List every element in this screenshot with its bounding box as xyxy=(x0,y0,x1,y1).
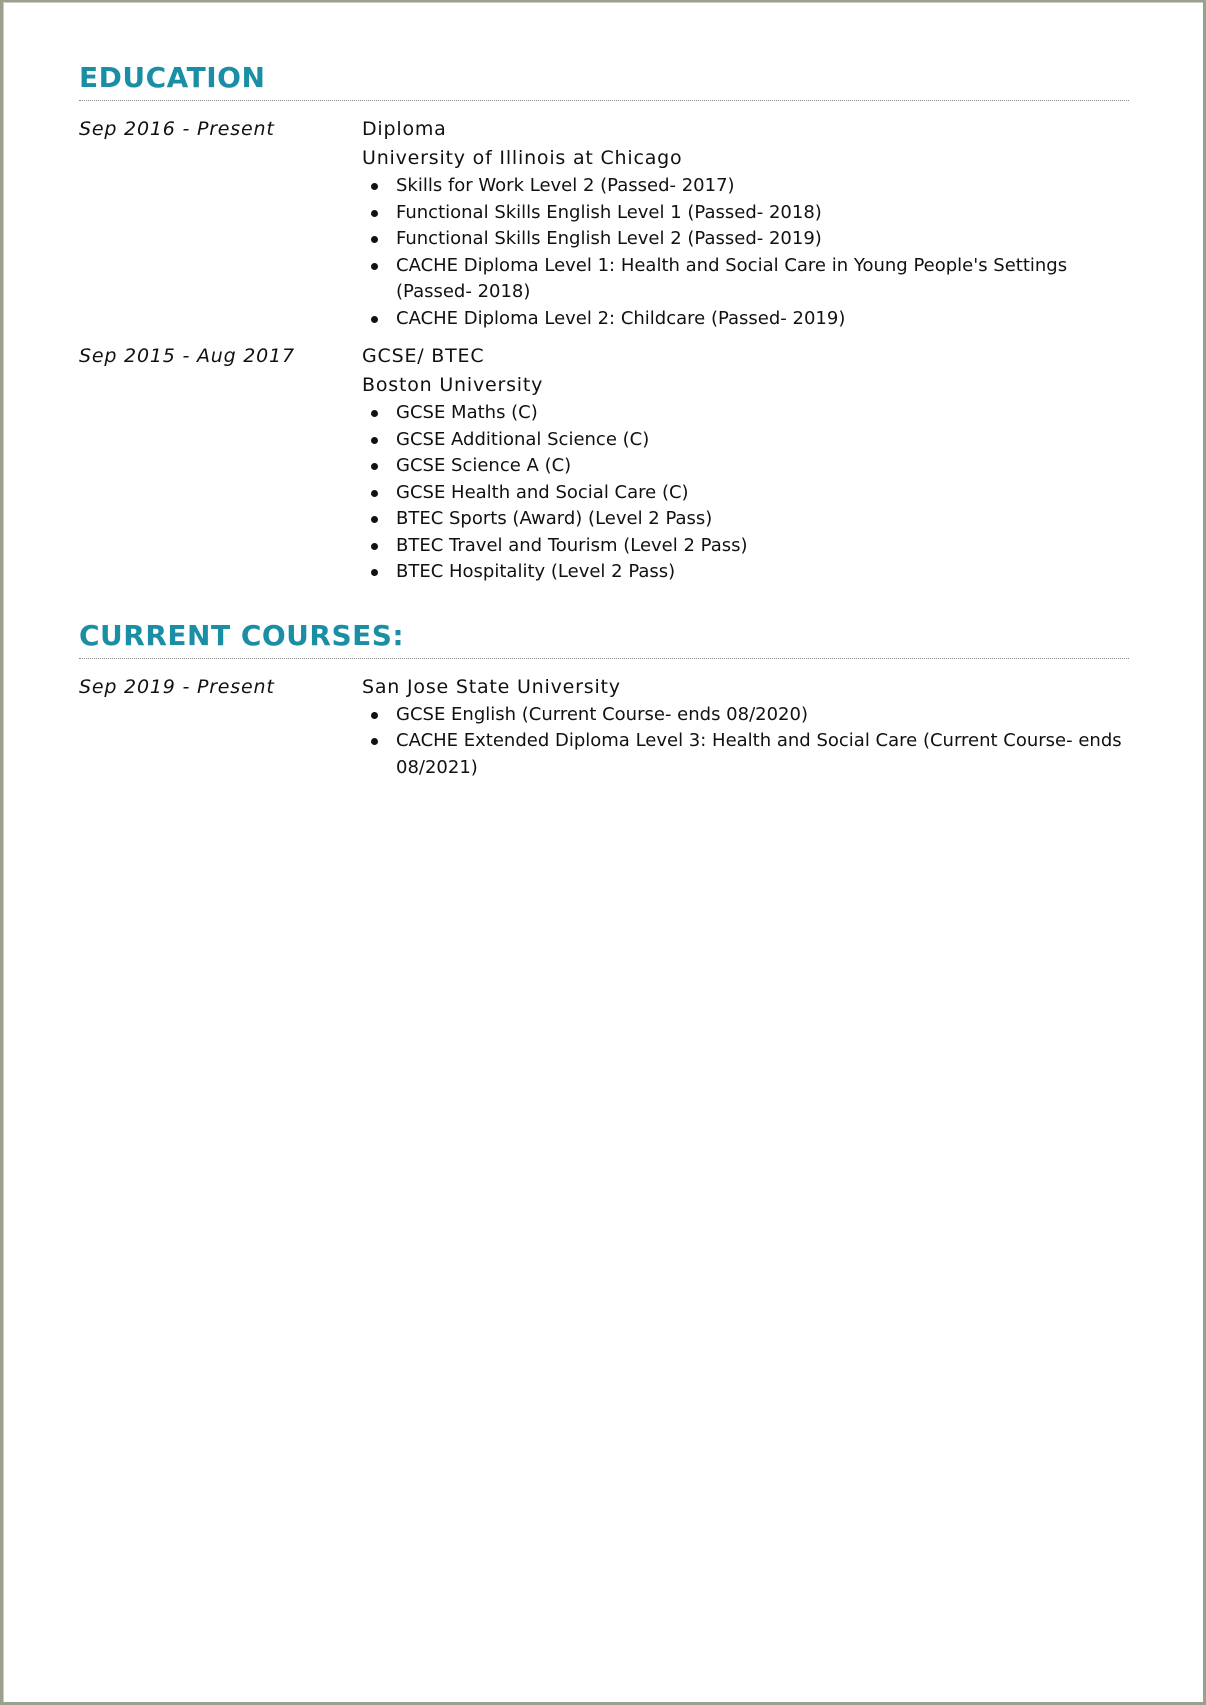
entry-body xyxy=(362,115,1129,332)
bullet-icon xyxy=(371,712,378,719)
bullet-icon xyxy=(371,316,378,323)
education-section xyxy=(79,58,1129,586)
list-item-text: CACHE Diploma Level 2: Childcare (Passed- 2019) xyxy=(396,307,846,329)
list-item xyxy=(362,400,1129,427)
bullet-icon xyxy=(371,569,378,576)
entry-items xyxy=(362,400,1129,586)
list-item-text: GCSE English (Current Course- ends 08/2020) xyxy=(396,703,808,725)
list-item-text: BTEC Travel and Tourism (Level 2 Pass) xyxy=(396,534,748,556)
entry-school: San Jose State University xyxy=(362,675,621,698)
education-divider xyxy=(79,100,1129,101)
entry-items xyxy=(362,702,1129,782)
entry-title: Diploma xyxy=(362,118,447,140)
list-item xyxy=(362,480,1129,507)
list-item-text: CACHE Extended Diploma Level 3: Health and Social Care (Current Course- ends 08/2021) xyxy=(396,730,1122,778)
bullet-icon xyxy=(371,738,378,745)
entry-title: GCSE/ BTEC xyxy=(362,345,485,367)
list-item-text: Skills for Work Level 2 (Passed- 2017) xyxy=(396,175,735,196)
list-item xyxy=(362,173,1129,200)
bullet-icon xyxy=(371,490,378,497)
list-item-text: BTEC Sports (Award) (Level 2 Pass) xyxy=(396,508,713,529)
entry-date: Sep 2019 - Present xyxy=(79,675,275,698)
list-item xyxy=(362,200,1129,227)
list-item xyxy=(362,506,1129,533)
list-item xyxy=(362,253,1129,306)
education-entry-2 xyxy=(79,342,1129,586)
bullet-icon xyxy=(371,210,378,217)
current-course-entry-1 xyxy=(79,673,1129,782)
entry-school: University of Illinois at Chicago xyxy=(362,147,683,169)
entry-body xyxy=(362,342,1129,586)
bullet-icon xyxy=(371,236,378,243)
list-item-text: BTEC Hospitality (Level 2 Pass) xyxy=(396,561,676,582)
list-item-text: Functional Skills English Level 1 (Passed- 2018) xyxy=(396,201,822,223)
bullet-icon xyxy=(371,183,378,190)
education-heading: EDUCATION xyxy=(79,61,266,94)
bullet-icon xyxy=(371,543,378,550)
resume-content xyxy=(79,58,1129,811)
list-item xyxy=(362,226,1129,253)
list-item-text: GCSE Maths (C) xyxy=(396,402,538,423)
list-item xyxy=(362,306,1129,333)
current-courses-heading: CURRENT COURSES: xyxy=(79,618,405,652)
list-item xyxy=(362,559,1129,586)
entry-school: Boston University xyxy=(362,374,544,396)
entry-items xyxy=(362,173,1129,332)
entry-date: Sep 2015 - Aug 2017 xyxy=(79,345,295,367)
list-item xyxy=(362,533,1129,560)
list-item-text: GCSE Science A (C) xyxy=(396,455,572,476)
bullet-icon xyxy=(371,463,378,470)
list-item xyxy=(362,427,1129,454)
education-entry-1 xyxy=(79,115,1129,332)
list-item-text: CACHE Diploma Level 1: Health and Social Care in Young People's Settings (Passed- 2018) xyxy=(396,254,1068,302)
list-item xyxy=(362,453,1129,480)
bullet-icon xyxy=(371,516,378,523)
bullet-icon xyxy=(371,410,378,417)
current-courses-divider xyxy=(79,658,1129,659)
entry-date: Sep 2016 - Present xyxy=(79,118,275,140)
list-item-text: GCSE Additional Science (C) xyxy=(396,428,650,450)
list-item xyxy=(362,728,1129,781)
entry-body xyxy=(362,673,1129,782)
bullet-icon xyxy=(371,437,378,444)
bullet-icon xyxy=(371,263,378,270)
list-item-text: GCSE Health and Social Care (C) xyxy=(396,481,689,503)
current-courses-section xyxy=(79,616,1129,782)
list-item-text: Functional Skills English Level 2 (Passed- 2019) xyxy=(396,228,822,249)
list-item xyxy=(362,702,1129,729)
